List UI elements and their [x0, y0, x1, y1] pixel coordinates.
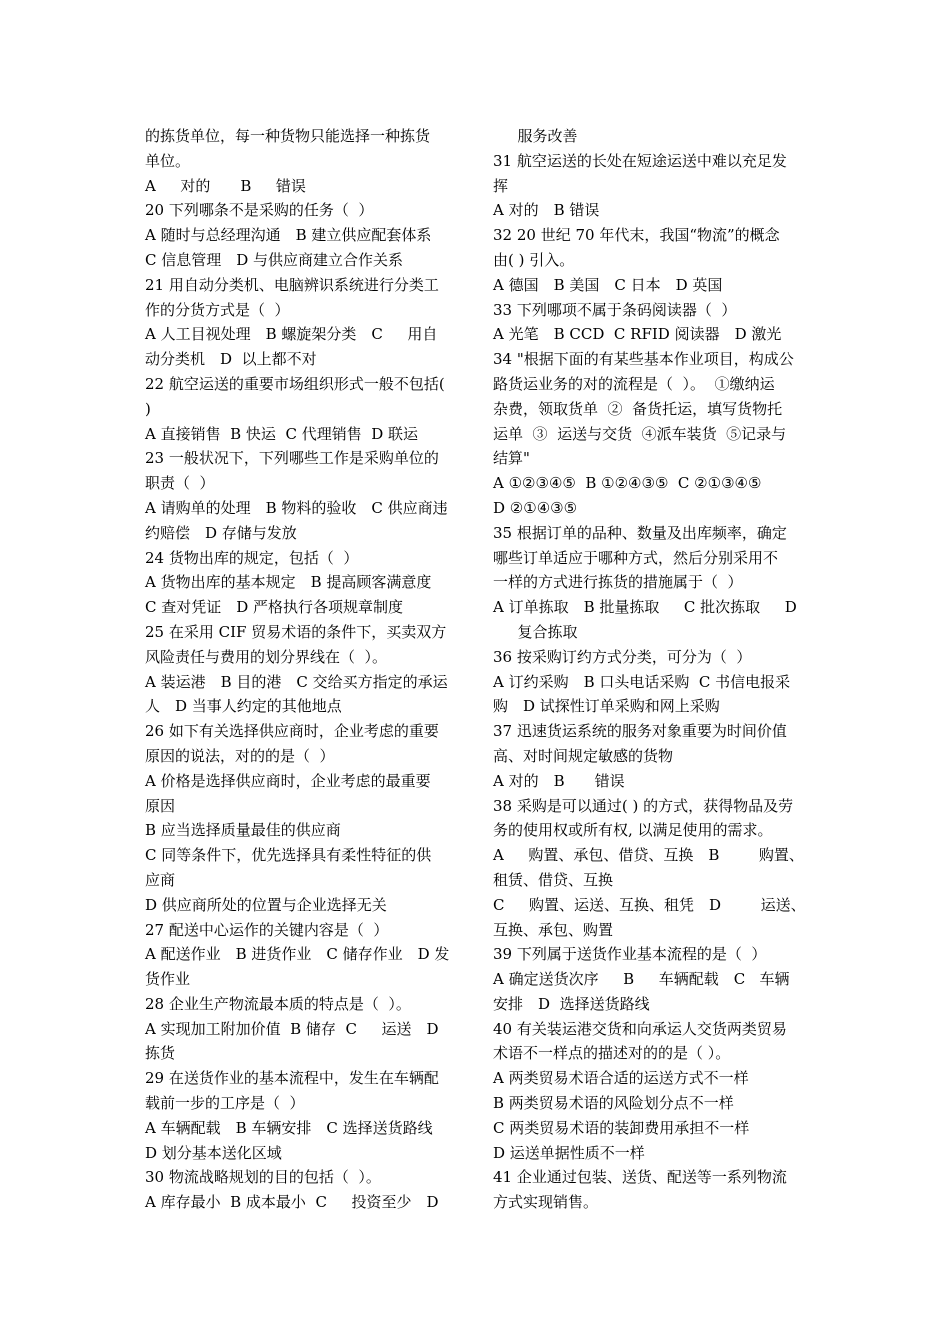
- text-line: A 德国 B 美国 C 日本 D 英国: [493, 275, 723, 294]
- text-line: 货作业: [145, 970, 191, 989]
- text-line: B 两类贸易术语的风险划分点不一样: [493, 1094, 734, 1113]
- text-line: 31 航空运送的长处在短途运送中难以充足发: [493, 151, 787, 170]
- text-line: D 运送单据性质不一样: [493, 1143, 645, 1162]
- text-line: 杂费，领取货单 ② 备货托运，填写货物托: [493, 399, 783, 418]
- text-line: 术语不一样点的描述对的的是（ ）。: [493, 1044, 731, 1063]
- text-line: ): [145, 399, 151, 418]
- text-line: A 光笔 B CCD C RFID 阅读器 D 激光: [493, 325, 782, 344]
- text-line: A 车辆配载 B 车辆安排 C 选择送货路线: [145, 1118, 433, 1137]
- text-line: A 价格是选择供应商时，企业考虑的最重要: [145, 771, 431, 790]
- text-line: 33 下列哪项不属于条码阅读器（ ）: [493, 300, 737, 319]
- text-line: A 直接销售 B 快运 C 代理销售 D 联运: [145, 424, 419, 443]
- text-line: A 订约采购 B 口头电话采购 C 书信电报采: [493, 672, 791, 691]
- left-column: [145, 124, 460, 1215]
- text-line: 职责（ ）: [145, 474, 215, 493]
- text-line: A ①②③④⑤ B ①②④③⑤ C ②①③④⑤: [493, 474, 762, 493]
- text-line: 高、对时间规定敏感的货物: [493, 746, 674, 765]
- text-line: 36 按采购订约方式分类，可分为（ ）: [493, 647, 752, 666]
- text-line: 27 配送中心运作的关键内容是（ ）: [145, 920, 389, 939]
- text-line: 复合拣取: [493, 622, 578, 641]
- text-line: 租赁、借贷、互换: [493, 870, 614, 889]
- text-line: A 对的 B 错误: [493, 201, 600, 220]
- text-line: 由( ) 引入。: [493, 250, 575, 269]
- text-line: A 配送作业 B 进货作业 C 储存作业 D 发: [145, 945, 450, 964]
- text-line: 38 采购是可以通过( ) 的方式，获得物品及劳: [493, 796, 794, 815]
- text-line: 动分类机 D 以上都不对: [145, 350, 317, 369]
- text-line: D 划分基本送化区域: [145, 1143, 282, 1162]
- text-line: 风险责任与费用的划分界线在（ ）。: [145, 647, 388, 666]
- text-line: 务的使用权或所有权, 以满足使用的需求。: [493, 821, 773, 840]
- text-line: 25 在采用 CIF 贸易术语的条件下，买卖双方: [145, 622, 447, 641]
- text-line: A 人工目视处理 B 螺旋架分类 C 用自: [145, 325, 438, 344]
- text-line: 原因的说法，对的的是（ ）: [145, 746, 335, 765]
- text-line: 路货运业务的对的流程是（ ）。 ①缴纳运: [493, 374, 775, 393]
- text-line: 26 如下有关选择供应商时，企业考虑的重要: [145, 722, 439, 741]
- text-line: 30 物流战略规划的目的包括（ ）。: [145, 1168, 381, 1187]
- text-line: A 装运港 B 目的港 C 交给买方指定的承运: [145, 672, 448, 691]
- text-line: C 两类贸易术语的装卸费用承担不一样: [493, 1118, 750, 1137]
- text-line: D 供应商所处的位置与企业选择无关: [145, 895, 387, 914]
- text-line: 40 有关装运港交货和向承运人交货两类贸易: [493, 1019, 787, 1038]
- text-line: A 对的 B 错误: [145, 176, 306, 195]
- text-line: 安排 D 选择送货路线: [493, 994, 650, 1013]
- text-line: C 同等条件下，优先选择具有柔性特征的供: [145, 846, 432, 865]
- text-line: 21 用自动分类机、电脑辨识系统进行分类工: [145, 275, 439, 294]
- text-line: 结算": [493, 449, 530, 468]
- text-line: 35 根据订单的品种、数量及出库频率，确定: [493, 523, 787, 542]
- text-line: 运单 ③ 运送与交货 ④派车装货 ⑤记录与: [493, 424, 787, 443]
- text-line: 29 在送货作业的基本流程中，发生在车辆配: [145, 1069, 439, 1088]
- text-line: A 库存最小 B 成本最小 C 投资至少 D: [145, 1193, 439, 1212]
- text-line: 34 "根据下面的有某些基本作业项目，构成公: [493, 350, 794, 369]
- text-line: 方式实现销售。: [493, 1193, 599, 1212]
- text-line: A 确定送货次序 B 车辆配载 C 车辆: [493, 970, 790, 989]
- text-line: 挥: [493, 176, 509, 195]
- text-line: A 货物出库的基本规定 B 提高顾客满意度: [145, 573, 432, 592]
- text-line: A 购置、承包、借贷、互换 B 购置、: [493, 846, 804, 865]
- text-line: 约赔偿 D 存储与发放: [145, 523, 297, 542]
- text-line: 一样的方式进行拣货的措施属于（ ）: [493, 573, 743, 592]
- text-line: 服务改善: [493, 127, 578, 145]
- text-line: D ②①④③⑤: [493, 498, 578, 517]
- text-line: 23 一般状况下，下列哪些工作是采购单位的: [145, 449, 439, 468]
- text-line: A 订单拣取 B 批量拣取 C 批次拣取 D: [493, 598, 797, 617]
- text-line: C 购置、运送、互换、租凭 D 运送、: [493, 895, 806, 914]
- text-line: 作的分货方式是（ ）: [145, 300, 290, 319]
- text-line: 24 货物出库的规定，包括（ ）: [145, 548, 359, 567]
- text-line: 应商: [145, 870, 176, 889]
- text-line: 人 D 当事人约定的其他地点: [145, 697, 342, 716]
- text-line: 32 20 世纪 70 年代末，我国“物流”的概念: [493, 226, 780, 245]
- text-line: A 随时与总经理沟通 B 建立供应配套体系: [145, 226, 432, 245]
- text-line: 39 下列属于送货作业基本流程的是（ ）: [493, 945, 767, 964]
- text-line: 22 航空运送的重要市场组织形式一般不包括(: [145, 374, 445, 393]
- text-line: 单位。: [145, 151, 191, 170]
- text-line: A 两类贸易术语合适的运送方式不一样: [493, 1069, 749, 1088]
- right-column: [493, 124, 808, 1215]
- text-line: 原因: [145, 796, 176, 815]
- text-line: A 请购单的处理 B 物料的验收 C 供应商违: [145, 498, 448, 517]
- text-line: 的拣货单位，每一种货物只能选择一种拣货: [145, 127, 431, 145]
- text-line: 哪些订单适应于哪种方式，然后分别采用不: [493, 548, 779, 567]
- text-line: 互换、承包、购置: [493, 920, 614, 939]
- text-line: 20 下列哪条不是采购的任务（ ）: [145, 201, 374, 220]
- text-line: A 对的 B 错误: [493, 771, 625, 790]
- text-line: 37 迅速货运系统的服务对象重要为时间价值: [493, 722, 787, 741]
- text-line: 41 企业通过包装、送货、配送等一系列物流: [493, 1168, 787, 1187]
- text-line: C 查对凭证 D 严格执行各项规章制度: [145, 598, 404, 617]
- text-line: 购 D 试探性订单采购和网上采购: [493, 697, 720, 716]
- text-line: 拣货: [145, 1044, 176, 1063]
- text-line: A 实现加工附加价值 B 储存 C 运送 D: [145, 1019, 439, 1038]
- text-line: 28 企业生产物流最本质的特点是（ ）。: [145, 994, 411, 1013]
- text-line: 载前一步的工序是（ ）: [145, 1094, 305, 1113]
- text-line: B 应当选择质量最佳的供应商: [145, 821, 341, 840]
- text-line: C 信息管理 D 与供应商建立合作关系: [145, 250, 404, 269]
